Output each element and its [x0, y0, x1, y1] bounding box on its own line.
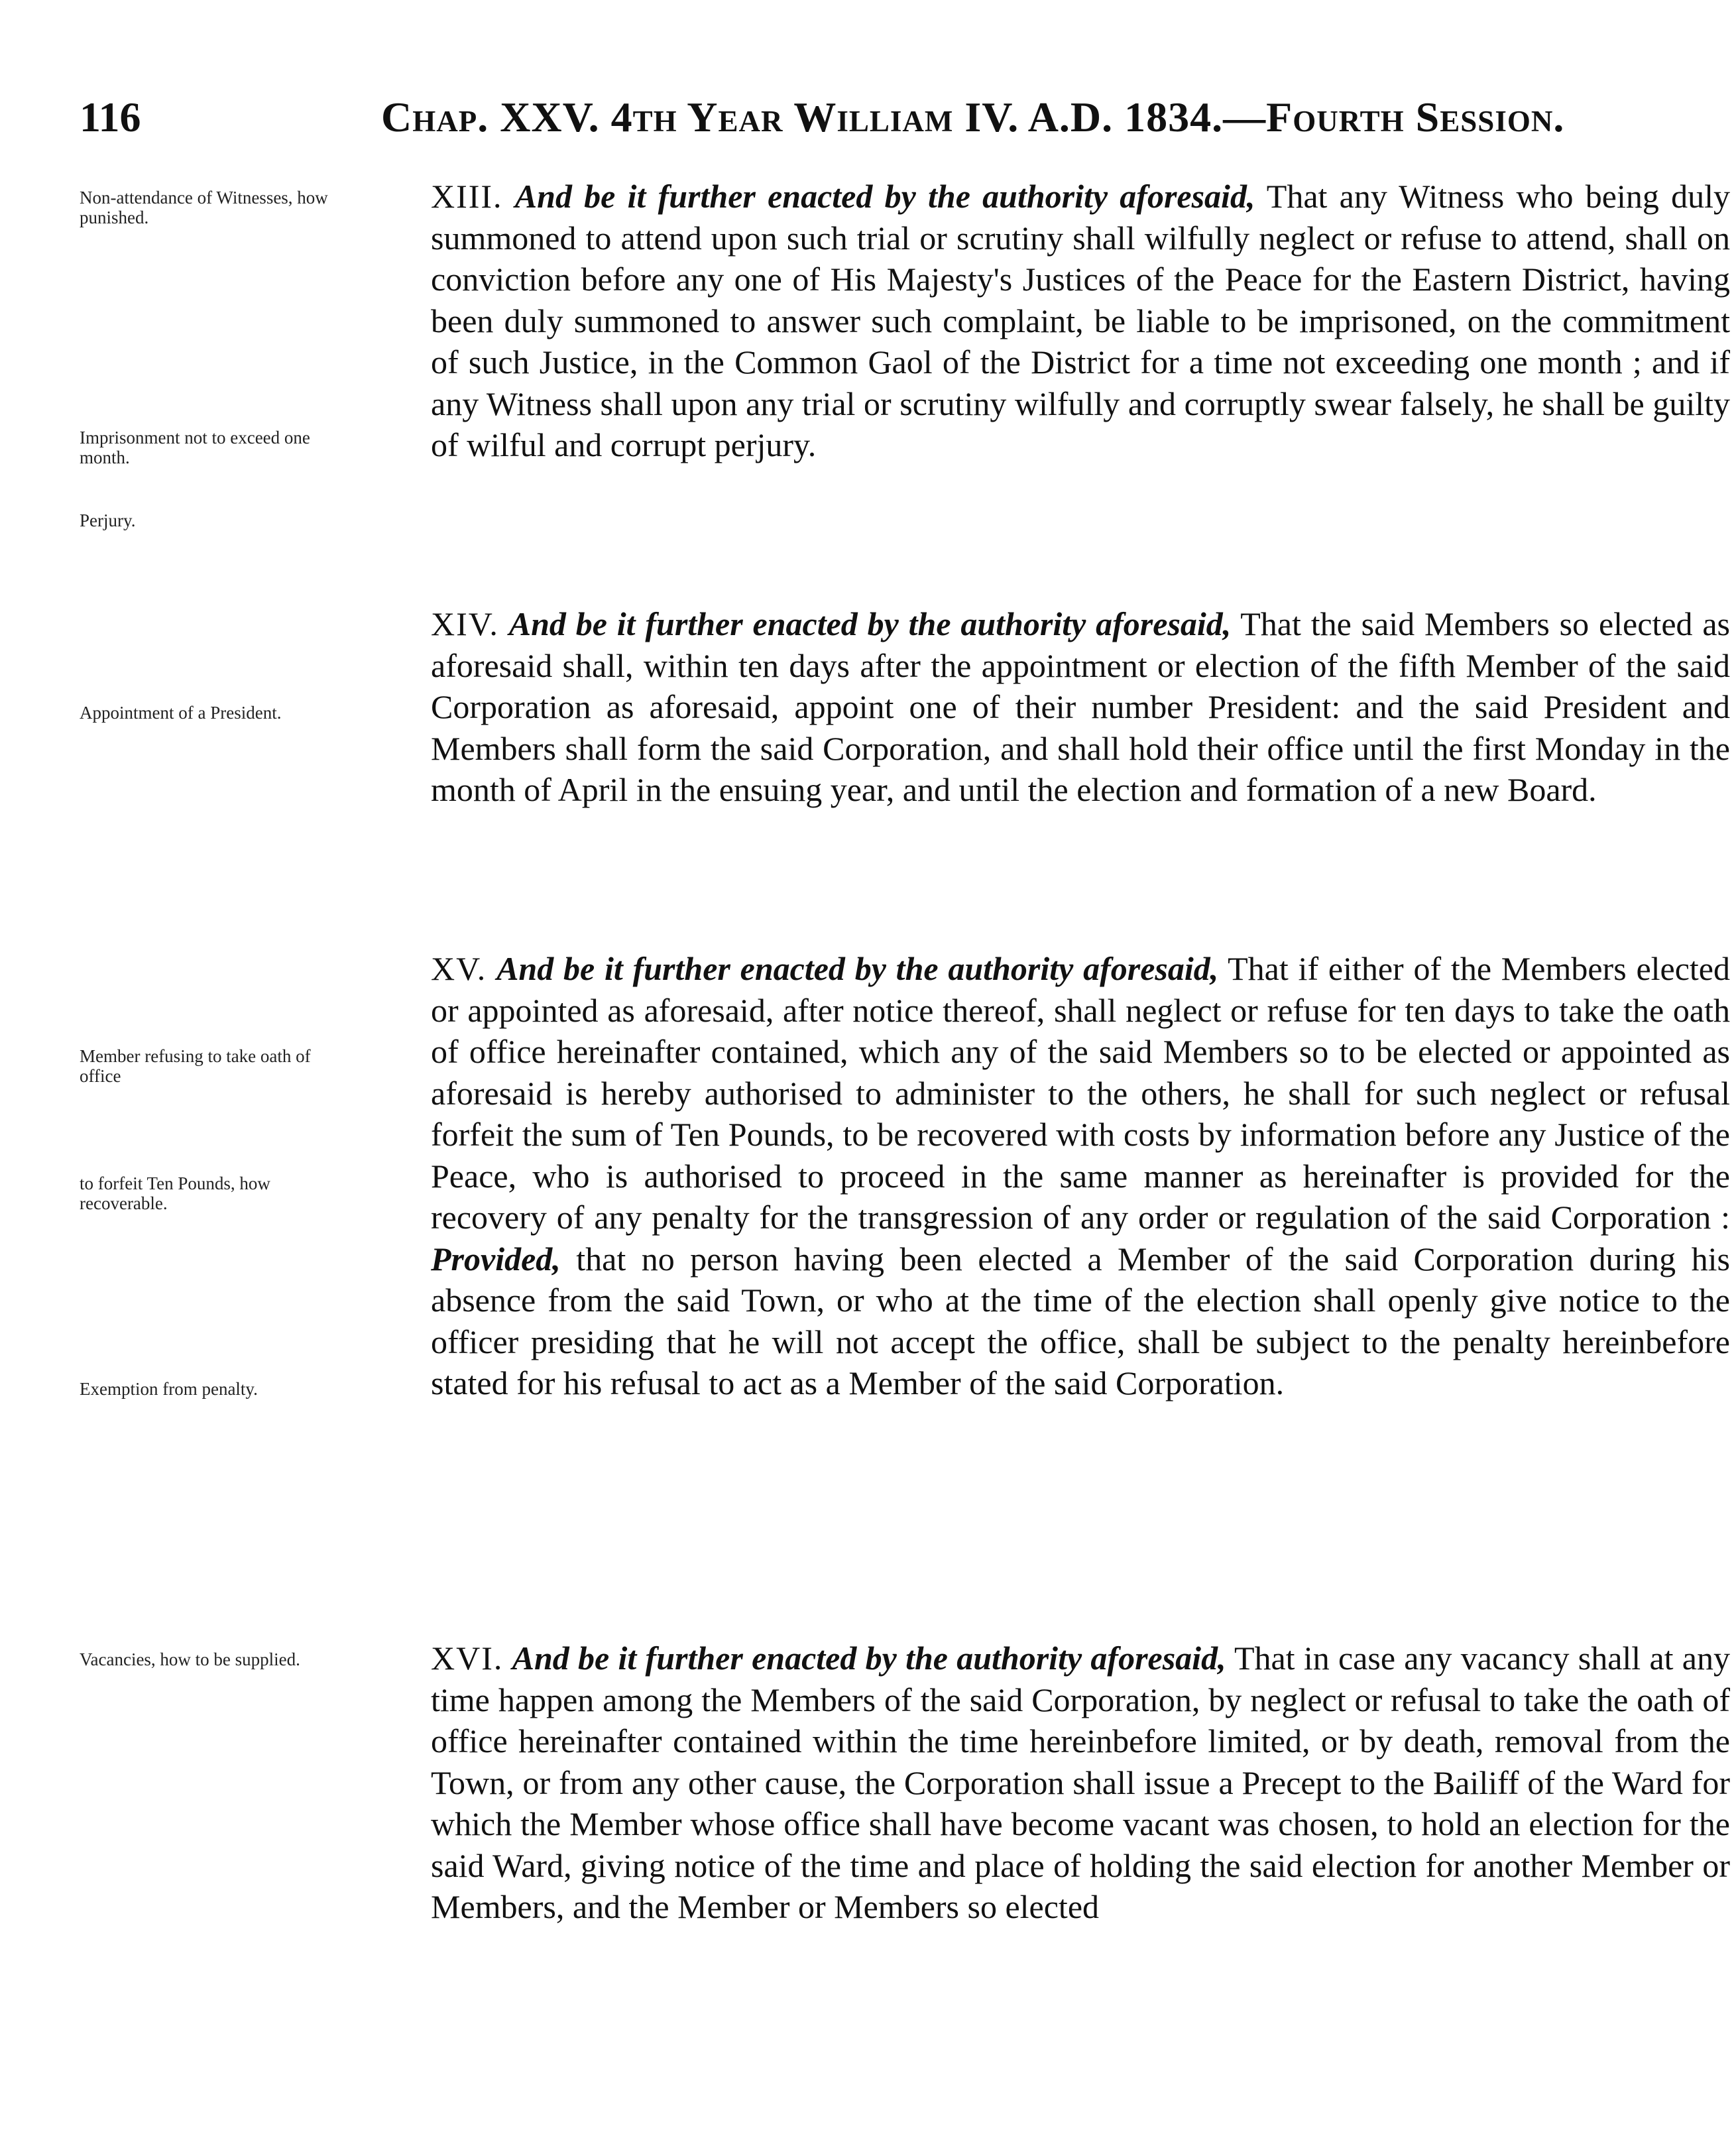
section-text — [345, 948, 1730, 1404]
marginal-note: Non-attendance of Witnesses, how punished. — [80, 188, 328, 227]
section-body: That in case any vacancy shall at any time happen among the Members of the said Corporation, by neglect or refusal to take the oath of office hereinafter contained within the time hereinbefore limited, or by death, removal from the Town, or from any other cause, the Corporation shall issue a Precept to the Bailiff of the Ward for which the Member whose office shall have become vacant was chosen, to hold an election for the said Ward, giving notice of the time and place of holding the said election for another Member or Members, and the Member or Members so elected — [431, 1639, 1730, 1925]
enacting-clause: And be it further enacted by the authority aforesaid, — [514, 178, 1255, 215]
marginal-note: Perjury. — [80, 510, 136, 530]
section-body: That if either of the Members elected or appointed as aforesaid, after notice thereof, shall neglect or refuse for ten days to take the oath of office hereinafter contained, which any of the said Members so to be elected or appointed as aforesaid is hereby authorised to administer to the others, he shall for such neglect or refusal forfeit the sum of Ten Pounds, to be recovered with costs by information before any Justice of the Peace, who is authorised to proceed in the same manner as hereinafter is provided for the recovery of any penalty for the transgression of any order or regulation of the said Corporation : — [431, 950, 1730, 1236]
marginal-note: Appointment of a President. — [80, 703, 282, 723]
marginal-note: to forfeit Ten Pounds, how recoverable. — [80, 1173, 270, 1213]
section-xiv — [80, 603, 1730, 915]
section-text — [345, 176, 1730, 466]
page-number: 116 — [80, 93, 141, 141]
section-body-continued: that no person having been elected a Member of the said Corporation during his absence from the said Town, or who at the time of the election shall openly give notice to the officer presiding that he will not accept the office, shall be subject to the penalty hereinbefore stated for his refusal to act as a Member of the said Corporation. — [431, 1240, 1730, 1401]
section-xiii — [80, 176, 1730, 573]
section-number: XIII. — [431, 178, 503, 215]
section-text — [345, 1638, 1730, 1928]
section-xvi — [80, 1638, 1730, 2102]
section-number: XVI. — [431, 1639, 504, 1677]
section-body: That any Witness who being duly summoned to attend upon such trial or scrutiny shall wilfully neglect or refuse to attend, shall on conviction before any one of His Majesty's Justices of the Peace for the Eastern District, having been duly summoned to answer such complaint, be liable to be imprisoned, on the commitment of such Justice, in the Common Gaol of the District for a time not exceeding one month ; and if any Witness shall upon any trial or scrutiny wilfully and corruptly swear falsely, he shall be guilty of wilful and corrupt perjury. — [431, 178, 1730, 463]
marginal-note: Member refusing to take oath of office — [80, 1046, 311, 1086]
running-head: Chap. XXV. 4th Year William IV. A.D. 1834.—Fourth Session. — [381, 93, 1565, 141]
enacting-clause: And be it further enacted by the authority aforesaid, — [508, 605, 1232, 642]
marginal-note: Imprisonment not to exceed one month. — [80, 428, 310, 467]
page-header — [80, 93, 1657, 152]
enacting-clause: And be it further enacted by the authority aforesaid, — [496, 950, 1219, 987]
enacting-clause: And be it further enacted by the authority aforesaid, — [512, 1639, 1226, 1677]
marginal-note: Vacancies, how to be supplied. — [80, 1649, 300, 1669]
section-number: XIV. — [431, 605, 499, 642]
section-xv — [80, 948, 1730, 1624]
section-number: XV. — [431, 950, 487, 987]
section-text — [345, 603, 1730, 811]
marginal-note: Exemption from penalty. — [80, 1379, 258, 1399]
section-body: That the said Members so elected as aforesaid shall, within ten days after the appointment or election of the fifth Member of the said Corporation as aforesaid, appoint one of their number President: and the said President and Members shall form the said Corporation, and shall hold their office until the first Monday in the month of April in the ensuing year, and until the election and formation of a new Board. — [431, 605, 1730, 808]
proviso: Provided, — [431, 1240, 561, 1278]
